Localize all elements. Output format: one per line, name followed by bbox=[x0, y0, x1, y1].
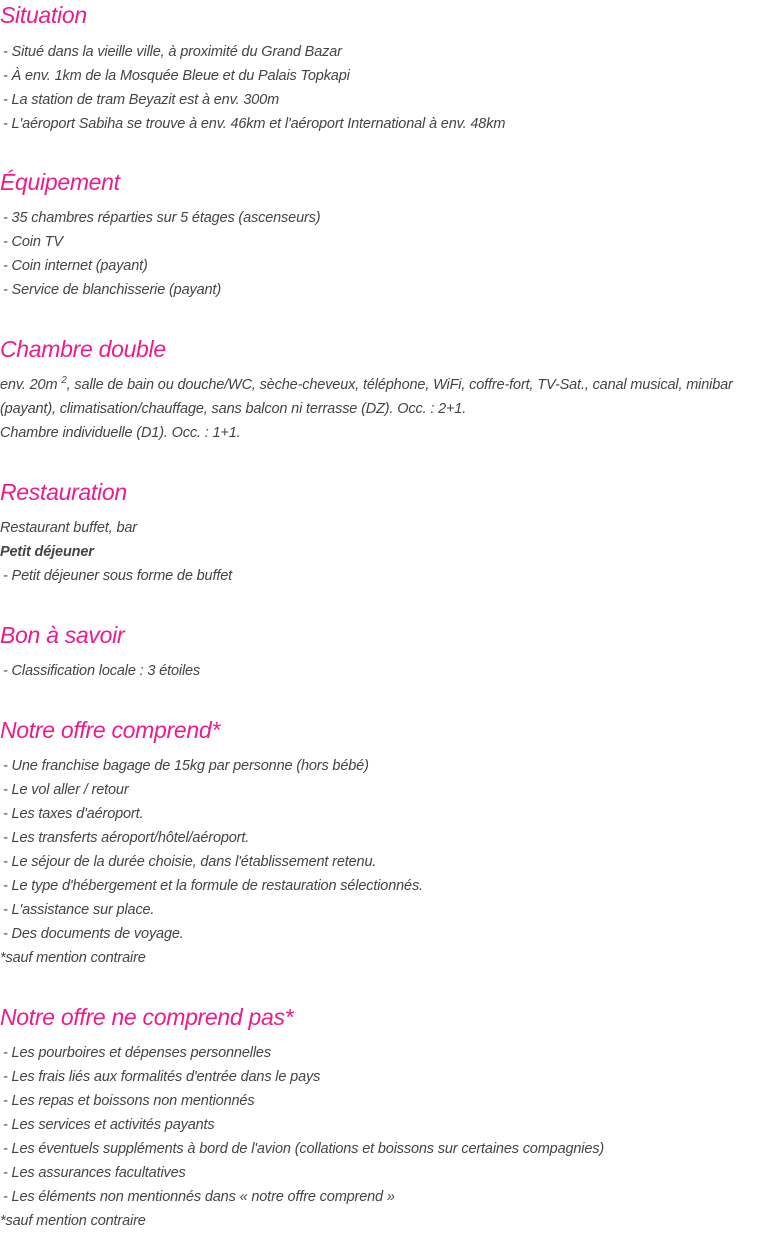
list-item: - À env. 1km de la Mosquée Bleue et du Palais Topkapi bbox=[3, 68, 350, 84]
list-item: - Coin TV bbox=[3, 234, 63, 250]
section-title-bon-a-savoir: Bon à savoir bbox=[0, 622, 125, 648]
restaurant-line: Restaurant buffet, bar bbox=[0, 520, 137, 536]
room-description-line bbox=[0, 373, 733, 397]
list-item: - Coin internet (payant) bbox=[3, 258, 148, 274]
list-item: - Les éléments non mentionnés dans « notre offre comprend » bbox=[3, 1189, 395, 1205]
list-item: - L'aéroport Sabiha se trouve à env. 46km et l'aéroport International à env. 48km bbox=[3, 116, 506, 132]
superscript: 2 bbox=[61, 375, 67, 386]
list-item: - Les frais liés aux formalités d'entrée dans le pays bbox=[3, 1069, 321, 1085]
list-item: - Le vol aller / retour bbox=[3, 782, 129, 798]
footnote: *sauf mention contraire bbox=[0, 950, 146, 966]
list-item: - Le séjour de la durée choisie, dans l'établissement retenu. bbox=[3, 854, 377, 870]
list-item: - Les éventuels suppléments à bord de l'avion (collations et boissons sur certaines compagnies) bbox=[3, 1141, 605, 1157]
list-item: - Situé dans la vieille ville, à proximité du Grand Bazar bbox=[3, 44, 342, 60]
list-item: - Des documents de voyage. bbox=[3, 926, 184, 942]
room-size-text: env. 20m bbox=[0, 377, 62, 393]
section-title-situation: Situation bbox=[0, 2, 87, 28]
list-item: - L'assistance sur place. bbox=[3, 902, 155, 918]
list-item: - 35 chambres réparties sur 5 étages (ascenseurs) bbox=[3, 210, 321, 226]
list-item: - Les assurances facultatives bbox=[3, 1165, 186, 1181]
breakfast-heading: Petit déjeuner bbox=[0, 544, 94, 560]
list-item: - Une franchise bagage de 15kg par personne (hors bébé) bbox=[3, 758, 369, 774]
list-item: - Les transferts aéroport/hôtel/aéroport. bbox=[3, 830, 250, 846]
list-item: - La station de tram Beyazit est à env. 300m bbox=[3, 92, 280, 108]
room-amenities-text: , salle de bain ou douche/WC, sèche-cheveux, téléphone, WiFi, coffre-fort, TV-Sat., canal musical, minibar bbox=[66, 377, 733, 393]
section-title-chambre: Chambre double bbox=[0, 336, 166, 362]
room-single-line: Chambre individuelle (D1). Occ. : 1+1. bbox=[0, 425, 241, 441]
list-item: - Les taxes d'aéroport. bbox=[3, 806, 144, 822]
list-item: - Petit déjeuner sous forme de buffet bbox=[3, 568, 232, 584]
section-title-offre-non: Notre offre ne comprend pas* bbox=[0, 1004, 294, 1030]
section-title-offre: Notre offre comprend* bbox=[0, 717, 220, 743]
section-title-equipement: Équipement bbox=[0, 169, 120, 195]
list-item: - Classification locale : 3 étoiles bbox=[3, 663, 201, 679]
list-item: - Les repas et boissons non mentionnés bbox=[3, 1093, 255, 1109]
list-item: - Les pourboires et dépenses personnelles bbox=[3, 1045, 271, 1061]
list-item: - Le type d'hébergement et la formule de restauration sélectionnés. bbox=[3, 878, 423, 894]
room-description-line: (payant), climatisation/chauffage, sans balcon ni terrasse (DZ). Occ. : 2+1. bbox=[0, 401, 467, 417]
section-title-restauration: Restauration bbox=[0, 479, 127, 505]
list-item: - Service de blanchisserie (payant) bbox=[3, 282, 221, 298]
footnote: *sauf mention contraire bbox=[0, 1213, 146, 1229]
list-item: - Les services et activités payants bbox=[3, 1117, 215, 1133]
